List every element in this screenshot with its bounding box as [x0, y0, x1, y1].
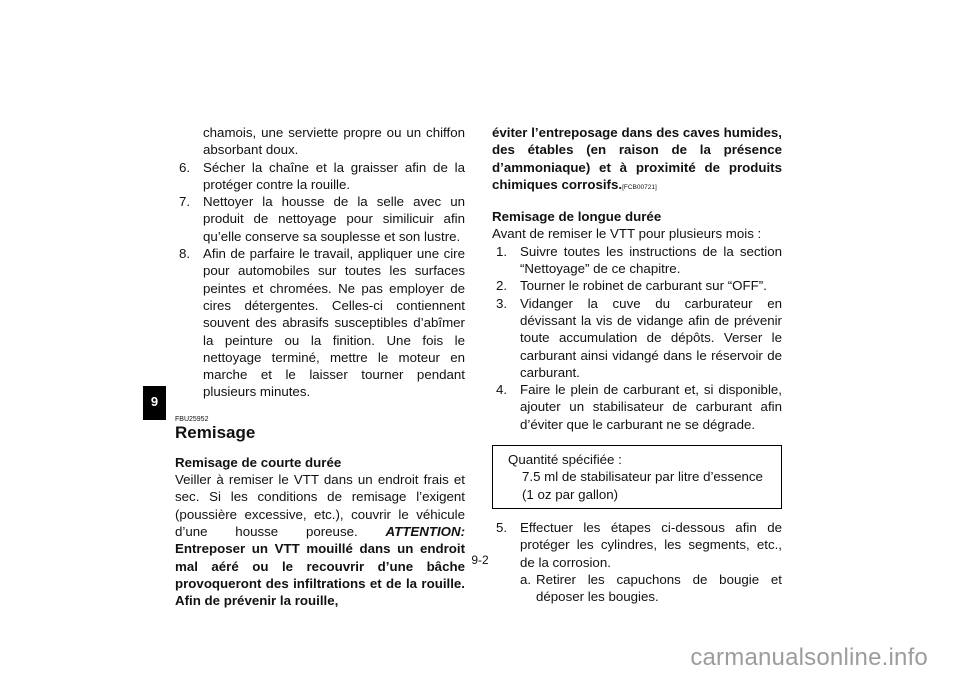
list-item: 8. Afin de parfaire le travail, appliquer une cire pour automobiles sur toutes les surfaces peintes et chromées. Ne pas employer de cires détergentes. Celles-ci contiennent souvent des abrasifs susceptibles d’abîmer la peinture ou la finition. Une fois le nettoyage terminé, mettre le moteur en marche et le laisser tourner pendant plusieurs minutes.	[179, 246, 465, 400]
left-column	[175, 124, 465, 609]
list-item: 5. Effectuer les étapes ci-dessous afin de protéger les cylindres, les segments, etc., de la corrosion.	[496, 519, 782, 570]
watermark: carmanualsonline.info	[690, 644, 928, 671]
attention-label: ATTENTION:	[385, 523, 466, 539]
intro-line: Avant de remiser le VTT pour plusieurs mois :	[492, 226, 762, 242]
right-column	[492, 124, 782, 605]
subsection-title: Remisage de courte durée	[175, 454, 342, 470]
page-number: 9-2	[471, 553, 489, 567]
sub-list-item: a. Retirer les capuchons de bougie et déposer les bougies.	[520, 571, 782, 605]
attention-continued: éviter l’entreposage dans des caves humides, des étables (en raison de la présence d’ammoniaque) et à proximité de produits chimiques corrosifs.[FCB00721]	[492, 125, 782, 192]
attention-text: Entreposer un VTT mouillé dans un endroit mal aéré ou le recouvrir d’une bâche provoqueront des infiltrations et de la rouille. Afin de prévenir la rouille,	[175, 541, 465, 609]
list-item: 7. Nettoyer la housse de la selle avec un produit de nettoyage pour similicuir afin qu’elle conserve sa souplesse et son lustre.	[179, 194, 465, 244]
list-item: 3. Vidanger la cuve du carburateur en dévissant la vis de vidange afin de prévenir toute accumulation de dépôts. Verser le carburant ainsi vidangé dans le réservoir de carburant.	[496, 295, 782, 380]
subsection-title: Remisage de longue durée	[492, 209, 662, 225]
spec-value: 7.5 ml de stabilisateur par litre d’essence	[522, 469, 763, 485]
spec-label: Quantité spécifiée :	[508, 452, 622, 468]
continued-line: chamois, une serviette propre ou un chiffon absorbant doux.	[203, 125, 465, 158]
list-item: 2. Tourner le robinet de carburant sur “OFF”.	[496, 278, 767, 294]
body-paragraph: Veiller à remiser le VTT dans un endroit frais et sec. Si les conditions de remisage l’exigent (poussière excessive, etc.), couvrir le véhicule d’une housse poreuse. ATTENTION: Entreposer un VTT mouillé dans un endroit mal aéré ou le recouvrir d’une bâche provoqueront des infiltrations et de la rouille. Afin de prévenir la rouille,	[175, 472, 466, 609]
list-item: 4. Faire le plein de carburant et, si disponible, ajouter un stabilisateur de carburant afin d’éviter que le carburant ne se dégrade.	[496, 382, 782, 432]
section-title: Remisage	[175, 422, 256, 442]
spec-value-imperial: (1 oz par gallon)	[522, 486, 619, 502]
specification-box	[492, 445, 782, 509]
list-item: 6. Sécher la chaîne et la graisser afin de la protéger contre la rouille.	[179, 159, 465, 192]
attention-code: [FCB00721]	[622, 183, 657, 191]
chapter-tab: 9	[143, 386, 166, 420]
list-item: 1. Suivre toutes les instructions de la section “Nettoyage” de ce chapitre.	[496, 243, 782, 277]
section-code: FBU25952	[175, 415, 209, 423]
